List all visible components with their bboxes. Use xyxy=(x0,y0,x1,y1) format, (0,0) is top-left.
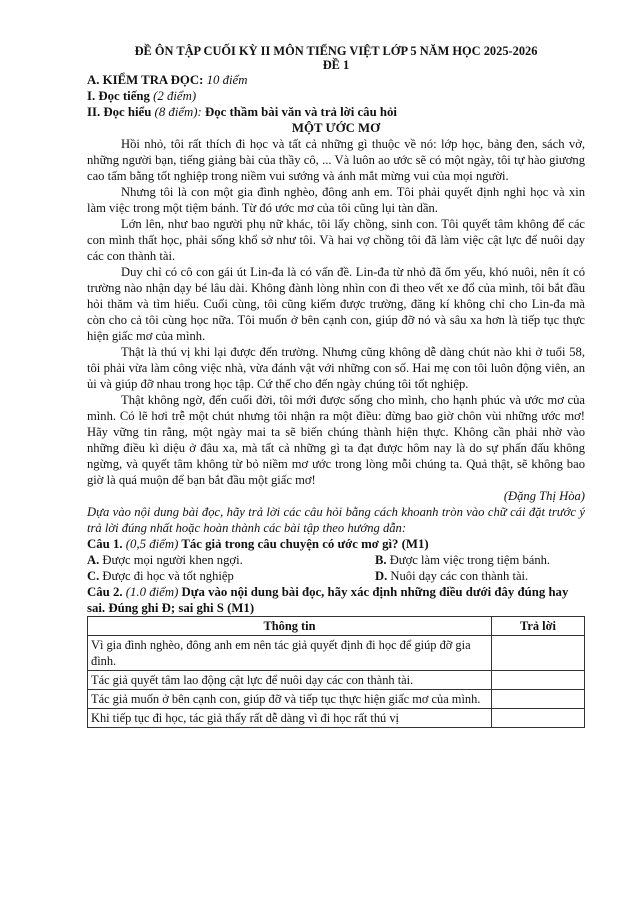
story-paragraph: Thật là thú vị khi lại được đến trường. Nhưng cũng không dễ dàng chút nào khi ở tuổi 58, tôi phải vừa làm công việc nhà, vừa đánh vật với những con số. Hai mẹ con tôi luôn động viên, an ủi và giúp đỡ nhau trong học tập. Cứ thế cho đến ngày chúng tôi tốt nghiệp. xyxy=(87,345,585,391)
option-b[interactable] xyxy=(375,552,550,568)
option-text: Được đi học và tốt nghiệp xyxy=(99,569,234,583)
question-2 xyxy=(87,584,585,616)
option-letter: A. xyxy=(87,553,100,567)
story-author: (Đặng Thị Hòa) xyxy=(503,489,585,503)
table-row xyxy=(88,671,585,690)
section-a-points: 10 điểm xyxy=(203,73,248,87)
section-a-label: A. KIỂM TRA ĐỌC: xyxy=(87,73,204,87)
section-1 xyxy=(87,88,585,104)
question-1-points: (0,5 điểm) xyxy=(122,537,179,551)
document-page xyxy=(87,44,585,728)
option-letter: B. xyxy=(375,553,387,567)
option-letter: D. xyxy=(375,569,388,583)
story-paragraph: Hồi nhỏ, tôi rất thích đi học và tất cả những gì thuộc về nó: lớp học, bảng đen, sách vở, những người bạn, tiếng giảng bài của thầy cô, ... Và luôn ao ước sẽ có một ngày, tôi tự hào giương cao tấm bằng tốt nghiệp trong niềm vui sướng và ánh mắt mừng vui của mọi người. xyxy=(87,137,585,183)
story-paragraph: Lớn lên, như bao người phụ nữ khác, tôi lấy chồng, sinh con. Tôi quyết tâm không để các con mình thất học, phải sống khổ sở như tôi. Và hai vợ chồng tôi đã làm việc cật lực để nuôi dạy các con thành tài. xyxy=(87,217,585,263)
option-letter: C. xyxy=(87,569,100,583)
question-1 xyxy=(87,536,585,552)
table-row xyxy=(88,636,585,671)
table-row xyxy=(88,709,585,728)
question-1-label: Câu 1. xyxy=(87,537,123,551)
answer-cell[interactable] xyxy=(492,671,585,690)
true-false-table xyxy=(87,616,585,728)
option-d[interactable] xyxy=(375,568,528,584)
option-a[interactable] xyxy=(87,552,375,568)
question-2-label: Câu 2. xyxy=(87,585,123,599)
section-1-points: (2 điểm) xyxy=(149,89,197,103)
story-paragraph: Nhưng tôi là con một gia đình nghèo, đông anh em. Tôi phải quyết định nghỉ học và xin làm việc trong một tiệm bánh. Từ đó ước mơ của tôi cũng lụi tàn dần. xyxy=(87,185,585,215)
story-paragraph: Thật không ngờ, đến cuối đời, tôi mới được sống cho mình, cho hạnh phúc và ước mơ của mình. Có lẽ hơi trễ một chút nhưng tôi nhận ra một điều: đừng bao giờ chôn vùi những ước mơ! Hãy vững tin rằng, một ngày mai ta sẽ biến chúng thành hiện thực. Không cần phải nhờ vào những điều kì diệu ở đâu xa, mà tất cả những gì ta đạt được hôm nay là do sự phấn đấu không ngừng, và quyết tâm không từ bỏ niềm mơ ước trong lòng mỗi chúng ta. Quả thật, sẽ không bao giờ là quá muộn để bạn bắt đầu một giấc mơ! xyxy=(87,393,585,487)
question-2-text: Dựa vào nội dung bài đọc, hãy xác định những điều dưới đây đúng hay sai. Đúng ghi Đ; sai ghi S (M1) xyxy=(87,585,569,615)
option-c[interactable] xyxy=(87,568,375,584)
question-2-points: (1.0 điểm) xyxy=(122,585,179,599)
column-header-answer: Trả lời xyxy=(492,617,585,636)
answer-cell[interactable] xyxy=(492,709,585,728)
document-title: ĐỀ ÔN TẬP CUỐI KỲ II MÔN TIẾNG VIỆT LỚP 5 NĂM HỌC 2025-2026 xyxy=(134,44,538,58)
answer-cell[interactable] xyxy=(492,636,585,671)
instruction-text: Dựa vào nội dung bài đọc, hãy trả lời các câu hỏi bằng cách khoanh tròn vào chữ cái đặt trước ý trả lời đúng nhất hoặc hoàn thành các bài tập theo hướng dẫn: xyxy=(87,505,585,535)
section-2-label: II. Đọc hiểu xyxy=(87,105,152,119)
section-2 xyxy=(87,104,585,120)
question-1-options-row xyxy=(87,568,585,584)
option-text: Được mọi người khen ngợi. xyxy=(99,553,243,567)
section-2-task: Đọc thầm bài văn và trả lời câu hỏi xyxy=(201,105,397,119)
section-a xyxy=(87,72,585,88)
option-text: Nuôi dạy các con thành tài. xyxy=(387,569,529,583)
question-1-options-row xyxy=(87,552,585,568)
column-header-info: Thông tin xyxy=(88,617,492,636)
statement-cell: Khi tiếp tục đi học, tác giả thấy rất dễ dàng vì đi học rất thú vị xyxy=(88,709,492,728)
story-paragraph: Duy chỉ có cô con gái út Lin-đa là có vấn đề. Lin-đa từ nhỏ đã ốm yếu, khó nuôi, nên ít có trường nào nhận dạy bé lâu dài. Không đành lòng nhìn con đi theo vết xe đổ của mình, tôi bắt đầu hỏi thăm và tìm hiểu. Cuối cùng, tôi cũng kiếm được trường, đăng kí không chỉ cho Lin-đa mà còn cho cả tôi cùng học nữa. Tôi muốn ở bên cạnh con, giúp đỡ nó và sâu xa hơn là tiếp tục thực hiện giấc mơ của mình. xyxy=(87,265,585,343)
answer-cell[interactable] xyxy=(492,690,585,709)
exam-number: ĐỀ 1 xyxy=(322,58,350,72)
section-2-points: (8 điểm): xyxy=(151,105,202,119)
statement-cell: Tác giả quyết tâm lao động cật lực để nuôi dạy các con thành tài. xyxy=(88,671,492,690)
table-header-row xyxy=(88,617,585,636)
statement-cell: Tác giả muốn ở bên cạnh con, giúp đỡ và tiếp tục thực hiện giấc mơ của mình. xyxy=(88,690,492,709)
story-title: MỘT ƯỚC MƠ xyxy=(291,121,381,135)
option-text: Được làm việc trong tiệm bánh. xyxy=(386,553,551,567)
table-row xyxy=(88,690,585,709)
section-1-label: I. Đọc tiếng xyxy=(87,89,150,103)
statement-cell: Vì gia đình nghèo, đông anh em nên tác giả quyết định đi học để giúp đỡ gia đình. xyxy=(88,636,492,671)
question-1-text: Tác giả trong câu chuyện có ước mơ gì? (M1) xyxy=(178,537,429,551)
